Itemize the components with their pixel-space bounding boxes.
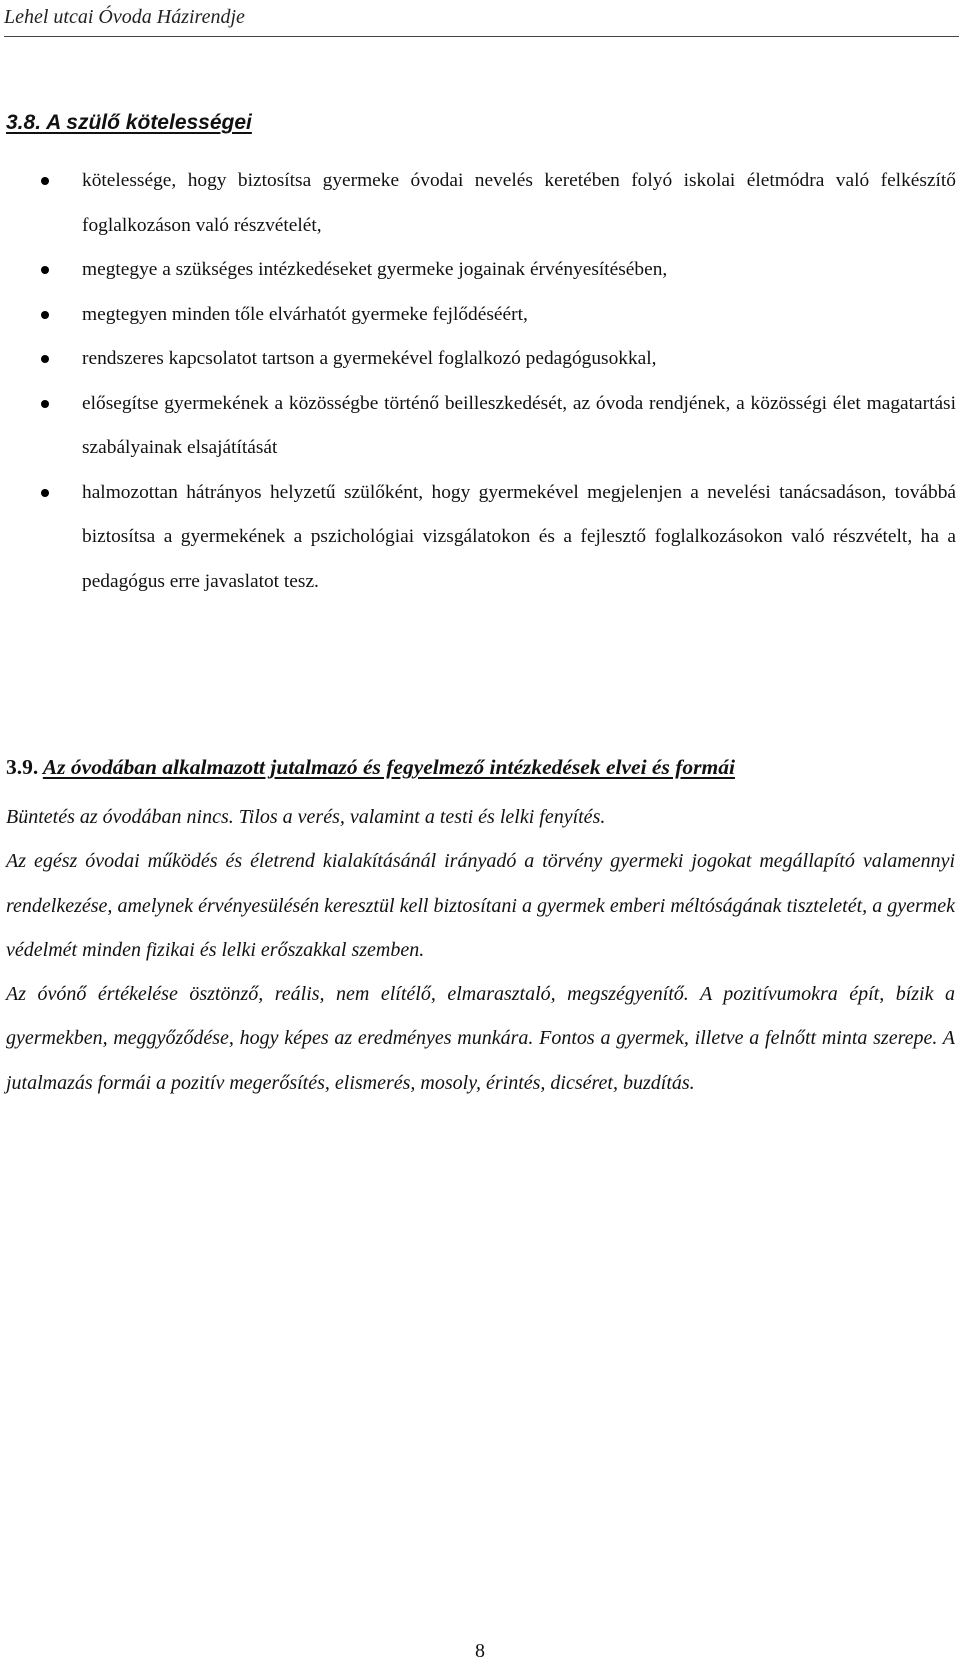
list-item-text: megtegyen minden tőle elvárhatót gyermeke fejlődéséért, bbox=[82, 303, 528, 325]
paragraph: Az óvónő értékelése ösztönző, reális, nem elítélő, elmarasztaló, megszégyenítő. A pozitívumokra épít, bízik a gyermekben, meggyőződése, hogy képes az eredményes munkára. Fontos a gyermek, illetve a felnőtt minta szerepe. A jutalmazás formái a pozitív megerősítés, elismerés, mosoly, érintés, dicséret, buzdítás. bbox=[6, 983, 955, 1094]
list-item bbox=[0, 337, 960, 382]
list-item bbox=[0, 471, 960, 605]
list-item-text: kötelessége, hogy biztosítsa gyermeke óvodai nevelés keretében folyó iskolai életmódra való felkészítő foglalkozáson való részvételét, bbox=[82, 170, 956, 236]
section-title: Az óvodában alkalmazott jutalmazó és fegyelmező intézkedések elvei és formái bbox=[42, 755, 735, 779]
section-number: 3.9. bbox=[6, 755, 39, 779]
list-item bbox=[0, 248, 960, 293]
paragraph: Az egész óvodai működés és életrend kialakításánál irányadó a törvény gyermeki jogokat megállapító valamennyi rendelkezése, amelynek érvényesülésén keresztül kell biztosítani a gyermek emberi méltóságának tiszteletét, a gyermek védelmét minden fizikai és lelki erőszakkal szemben. bbox=[6, 850, 955, 961]
bullet-icon bbox=[41, 177, 49, 185]
list-item-text: halmozottan hátrányos helyzetű szülőként, hogy gyermekével megjelenjen a nevelési tanácsadáson, továbbá biztosítsa a gyermekének a pszichológiai vizsgálatokon és a fejlesztő foglalkozásokon való részvételt, ha a pedagógus erre javaslatot tesz. bbox=[82, 481, 956, 592]
list-item-text: megtegye a szükséges intézkedéseket gyermeke jogainak érvényesítésében, bbox=[82, 259, 668, 280]
list-item bbox=[0, 382, 960, 471]
running-header: Lehel utcai Óvoda Házirendje bbox=[4, 6, 245, 28]
duties-list bbox=[0, 159, 960, 604]
bullet-icon bbox=[41, 400, 49, 408]
paragraph: Büntetés az óvodában nincs. Tilos a verés, valamint a testi és lelki fenyítés. bbox=[6, 806, 606, 828]
list-item-text: rendszeres kapcsolatot tartson a gyermekével foglalkozó pedagógusokkal, bbox=[82, 348, 657, 369]
section-body bbox=[6, 795, 955, 1105]
bullet-icon bbox=[41, 311, 49, 319]
list-item-text: elősegítse gyermekének a közösségbe történő beilleszkedését, az óvoda rendjének, a közösségi élet magatartási szabályainak elsajátítását bbox=[82, 392, 956, 458]
list-item bbox=[0, 159, 960, 248]
bullet-icon bbox=[41, 266, 49, 274]
page-number: 8 bbox=[475, 1640, 485, 1662]
section-heading-3-9 bbox=[6, 754, 735, 780]
header-divider bbox=[4, 36, 959, 37]
section-heading-3-8: 3.8. A szülő kötelességei bbox=[6, 111, 252, 134]
bullet-icon bbox=[41, 489, 49, 497]
list-item bbox=[0, 293, 960, 338]
bullet-icon bbox=[41, 355, 49, 363]
